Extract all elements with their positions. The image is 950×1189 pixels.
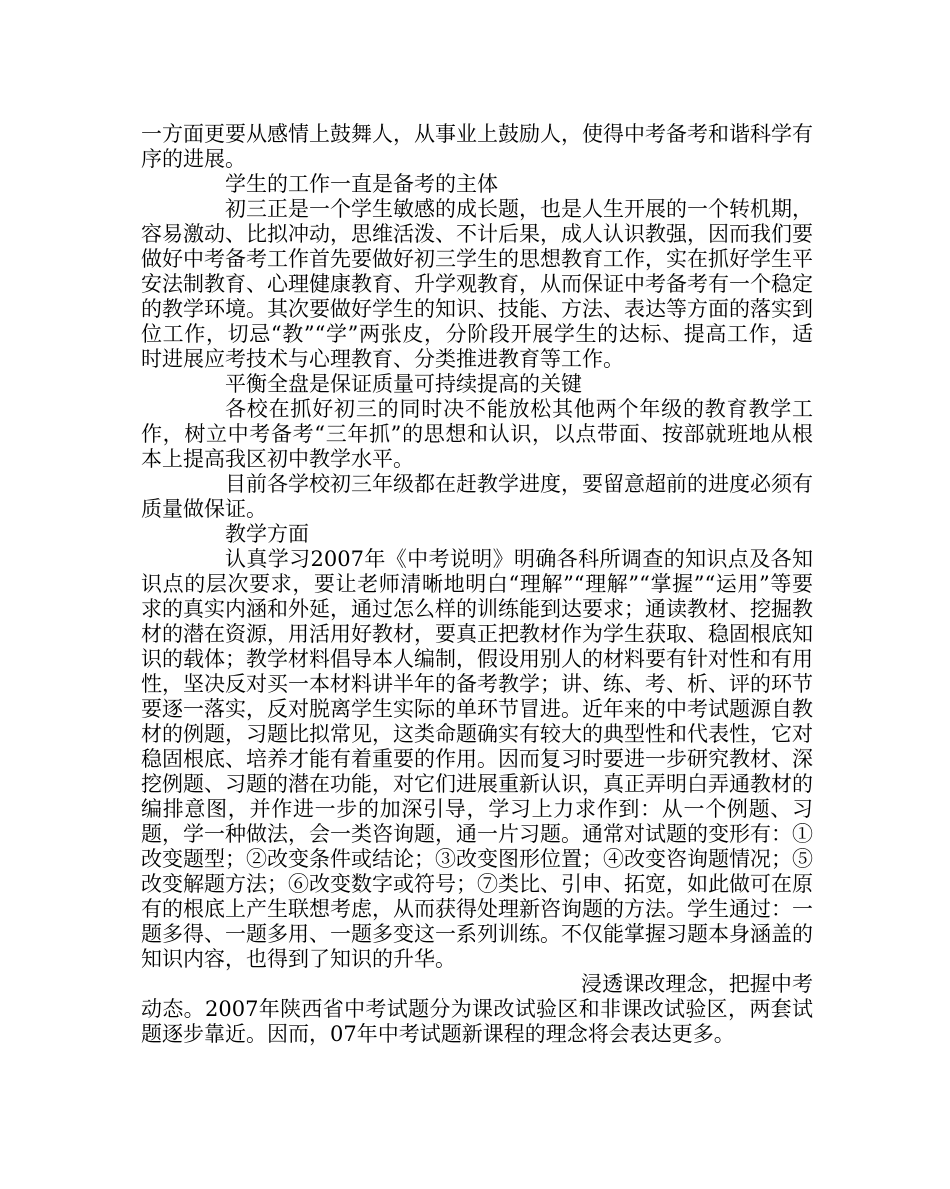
section-heading-students: 学生的工作一直是备考的主体 [225, 172, 498, 196]
section-heading-balance: 平衡全盘是保证质量可持续提高的关键 [225, 372, 582, 396]
paragraph-teaching: 认真学习2007年《中考说明》明确各科所调查的知识点及各知识点的层次要求，要让老师清晰地明白“理解”“理解”“掌握”“运用”等要求的真实内涵和外延，通过怎么样的训练能到达要求；通读教材、挖掘教材的潜在资源，用活用好教材，要真正把教材作为学生获取、稳固根底知识的载体；教学材料倡导本人编制，假设用别人的材料要有针对性和有用性，坚决反对买一本材料讲半年的备考教学；讲、练、考、析、评的环节要逐一落实，反对脱离学生实际的单环节冒进。近年来的中考试题源自教材的例题，习题比拟常见，这类命题确实有较大的典型性和代表性，它对稳固根底、培养才能有着重要的作用。因而复习时要进一步研究教材、深挖例题、习题的潜在功能，对它们进展重新认识，真正弄明白弄通教材的编排意图，并作进一步的加深引导，学习上力求作到：从一个例题、习题，学一种做法，会一类咨询题，通一片习题。通常对试题的变形有：①改变题型；②改变条件或结论；③改变图形位置；④改变咨询题情况；⑤改变解题方法；⑥改变数字或符号；⑦类比、引申、拓宽，如此做可在原有的根底上产生联想考虑，从而获得处理新咨询题的方法。学生通过：一题多得、一题多用、一题多变这一系列训练。不仅能掌握习题本身涵盖的知识内容，也得到了知识的升华。 [141, 547, 813, 971]
paragraph-balance: 各校在抓好初三的同时决不能放松其他两个年级的教育教学工作，树立中考备考“三年抓”的思想和认识，以点带面、按部就班地从根本上提高我区初中教学水平。 [141, 397, 813, 471]
paragraph-curriculum-reform: 浸透课改理念，把握中考动态。2007年陕西省中考试题分为课改试验区和非课改试验区，两套试题逐步靠近。因而，07年中考试题新课程的理念将会表达更多。 [141, 972, 813, 1046]
section-heading-teaching: 教学方面 [225, 522, 309, 546]
paragraph-progress: 目前各学校初三年级都在赶教学进度，要留意超前的进度必须有质量做保证。 [141, 472, 813, 521]
paragraph-students: 初三正是一个学生敏感的成长题，也是人生开展的一个转机期，容易激动、比拟冲动，思维活泼、不计后果，成人认识教强，因而我们要做好中考备考工作首先要做好初三学生的思想教育工作，实在抓好学生平安法制教育、心理健康教育、升学观教育，从而保证中考备考有一个稳定的教学环境。其次要做好学生的知识、技能、方法、表达等方面的落实到位工作，切忌“教”“学”两张皮，分阶段开展学生的达标、提高工作，适时进展应考技术与心理教育、分类推进教育等工作。 [141, 197, 813, 371]
paragraph-intro: 一方面更要从感情上鼓舞人，从事业上鼓励人，使得中考备考和谐科学有序的进展。 [141, 122, 813, 171]
document-page [141, 122, 813, 1047]
